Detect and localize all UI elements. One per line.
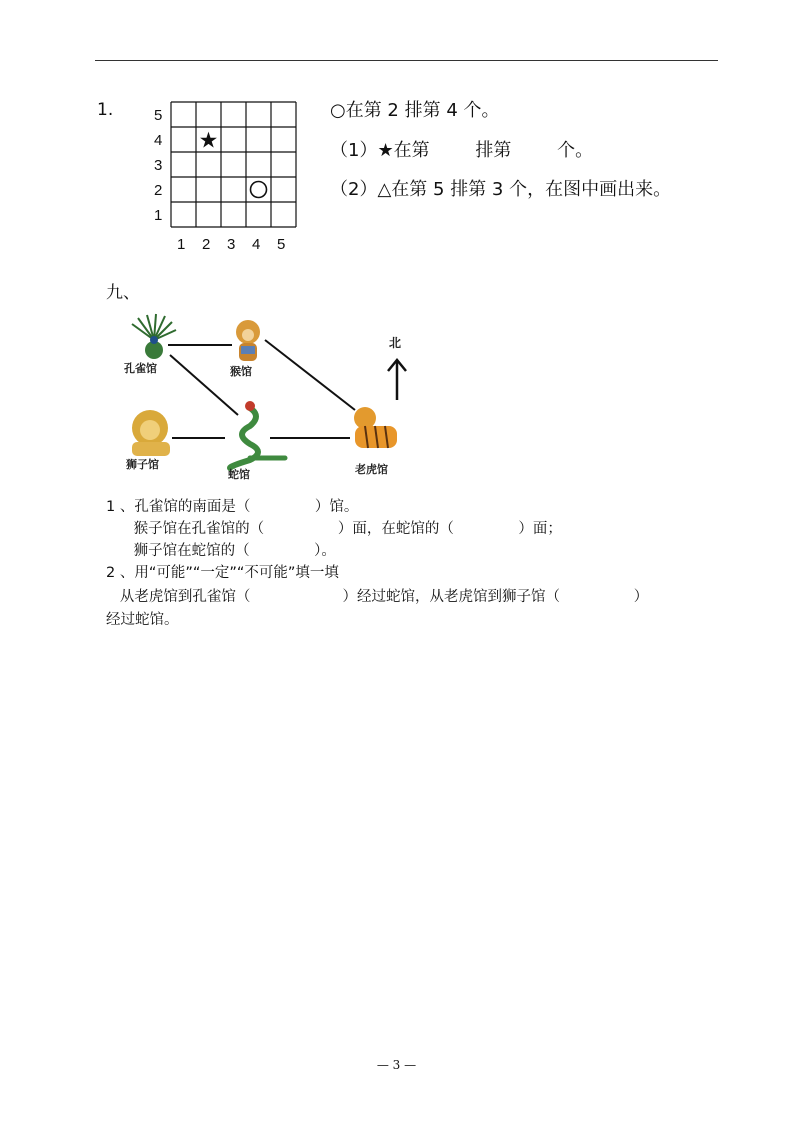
question-number: 1. [97,100,114,120]
circle-mark [251,182,267,198]
monkey-icon [236,320,260,361]
header-rule [95,60,718,61]
section-nine-line-4: 2 、用“可能”“一定”“不可能”填一填 [106,565,339,581]
row-label: 2 [154,182,163,199]
path-monkey-tiger [265,340,355,410]
col-label: 3 [227,236,236,253]
section-nine-line-5: 从老虎馆到孔雀馆（ ）经过蛇馆，从老虎馆到狮子馆（ ） [106,589,649,605]
tiger-label: 老虎馆 [355,463,388,476]
section-nine-line-1: 1 、孔雀馆的南面是（ ）馆。 [106,499,359,515]
peacock-label: 孔雀馆 [124,362,157,375]
col-label: 4 [252,236,261,253]
section-nine-title: 九、 [106,283,140,303]
q1-sub1: （1）★在第 排第 个。 [330,140,594,161]
section-nine-line-2: 猴子馆在孔雀馆的（ ）面，在蛇馆的（ ）面； [106,521,562,537]
snake-label: 蛇馆 [228,468,250,481]
lion-icon [132,410,170,456]
col-label: 2 [202,236,211,253]
section-nine-line-6: 经过蛇馆。 [106,612,179,628]
row-label: 4 [154,132,163,149]
q1-sub2: （2）△在第 5 排第 3 个，在图中画出来。 [330,179,672,200]
monkey-label: 猴馆 [230,365,252,378]
north-arrow-icon [388,360,406,400]
col-label: 1 [177,236,186,253]
peacock-icon [132,314,176,359]
col-label: 5 [277,236,286,253]
path-peacock-snake [170,355,238,415]
q1-intro: ○在第 2 排第 4 个。 [330,100,500,121]
row-label: 3 [154,157,163,174]
row-label: 5 [154,107,163,124]
star-mark: ★ [198,127,219,153]
north-label: 北 [389,336,402,350]
snake-icon [230,401,285,468]
lion-label: 狮子馆 [126,458,159,471]
page-number: — 3 — [376,1058,417,1072]
position-grid [150,95,310,255]
section-nine-line-3: 狮子馆在蛇馆的（ ）。 [106,543,336,559]
zoo-map [110,310,420,485]
row-label: 1 [154,207,163,224]
tiger-icon [354,407,397,448]
